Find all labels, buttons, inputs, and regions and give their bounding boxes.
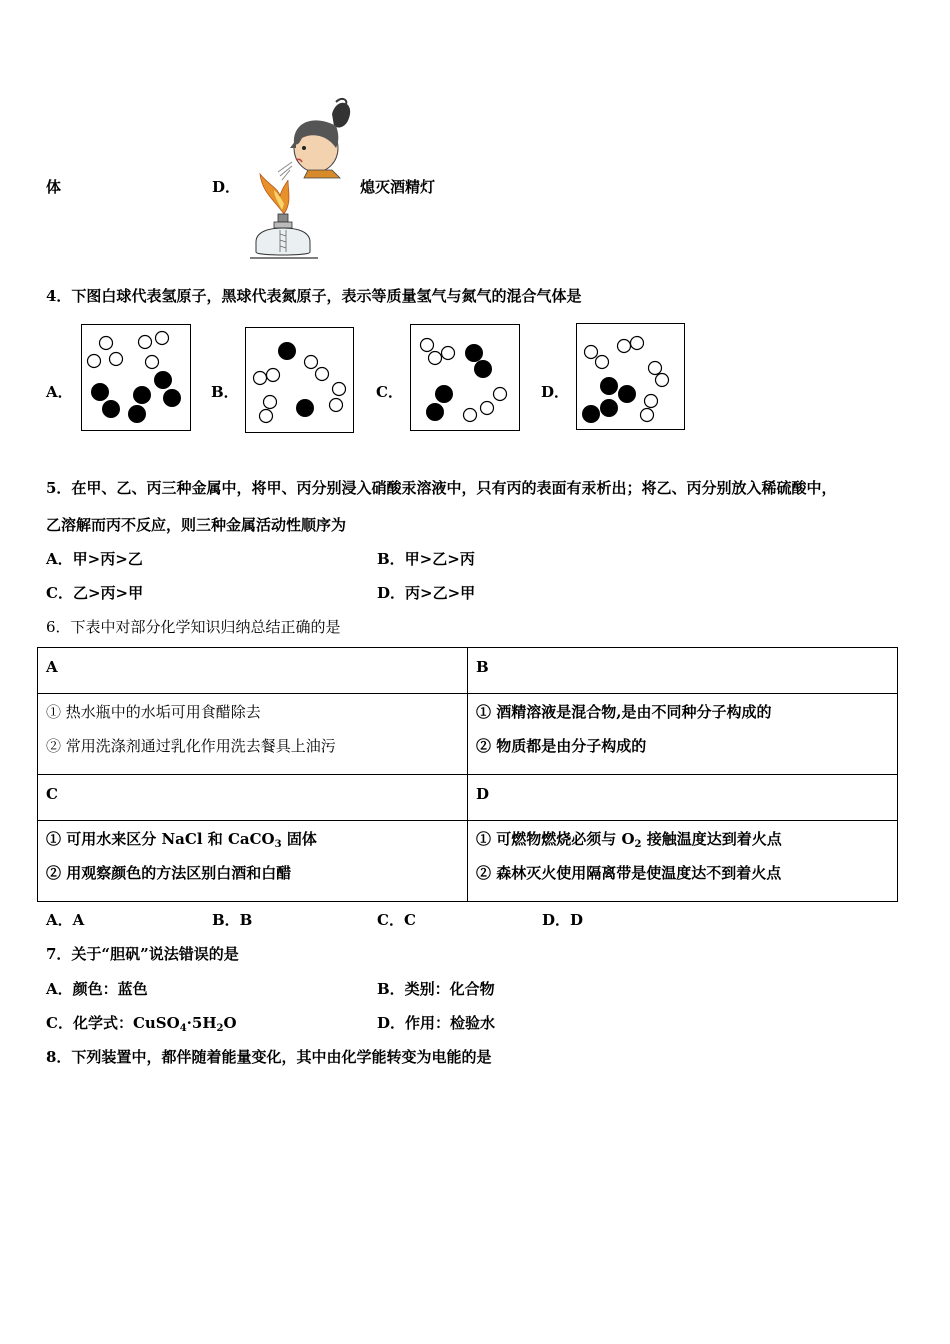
q3-option-d-label: D．: [212, 178, 241, 196]
cell-c-line2: ② 用观察颜色的方法区别白酒和白醋: [46, 864, 292, 882]
cell-d-line2: ② 森林灭火使用隔离带是使温度达不到着火点: [476, 864, 782, 882]
cell-b-header: B: [468, 648, 898, 694]
cell-c-line1-sub: 3: [274, 839, 282, 850]
cell-c-line1: [46, 829, 459, 849]
q4-option-b-label: B．: [211, 383, 239, 401]
q4-option-a-diagram: [81, 324, 191, 431]
q5-option-a: A．甲>丙>乙: [46, 550, 143, 568]
table-row: [38, 821, 898, 902]
q6-option-c: C．C: [377, 911, 416, 929]
table-row: [38, 775, 898, 821]
cell-b-body: [468, 694, 898, 775]
q4-option-d-label: D．: [541, 383, 570, 401]
cell-a-body: [38, 694, 468, 775]
q3-fragment-text: 体: [46, 178, 62, 196]
q7-stem: 7．关于“胆矾”说法错误的是: [46, 945, 239, 963]
cell-b-line1: ① 酒精溶液是混合物,是由不同种分子构成的: [476, 703, 772, 721]
q7-option-a: A．颜色：蓝色: [46, 980, 148, 998]
molecule-mix-c-image: [411, 325, 519, 430]
cell-a-line2: ② 常用洗涤剂通过乳化作用洗去餐具上油污: [46, 737, 336, 755]
q7-option-c-mid: ·5H: [186, 1014, 217, 1032]
q7-option-c-sub2: 2: [216, 1023, 224, 1034]
q7-option-d: D．作用：检验水: [377, 1014, 496, 1032]
q4-option-c-label: C．: [376, 383, 403, 401]
q7-option-c-post: O: [223, 1014, 237, 1032]
cell-b-line2: ② 物质都是由分子构成的: [476, 737, 647, 755]
q6-option-a: A．A: [46, 911, 85, 929]
q5-stem-line2: 乙溶解而丙不反应，则三种金属活动性顺序为: [46, 516, 347, 534]
q5-option-d: D．丙>乙>甲: [377, 584, 476, 602]
molecule-mix-b-image: [246, 328, 353, 432]
cell-d-header: D: [468, 775, 898, 821]
cell-c-line1-pre: ① 可用水来区分 NaCl 和 CaCO: [46, 830, 275, 848]
q4-stem: 4．下图白球代表氢原子，黑球代表氮原子，表示等质量氢气与氮气的混合气体是: [46, 287, 582, 305]
molecule-mix-a-image: [82, 325, 190, 430]
q4-option-d-diagram: [576, 323, 685, 430]
extinguish-lamp-image: [244, 96, 356, 264]
cell-c-body: [38, 821, 468, 902]
q7-option-b: B．类别：化合物: [377, 980, 495, 998]
cell-c-header: C: [38, 775, 468, 821]
q4-option-a-label: A．: [46, 383, 73, 401]
q5-option-b: B．甲>乙>丙: [377, 550, 475, 568]
cell-d-line1-pre: ① 可燃物燃烧必须与 O: [476, 830, 635, 848]
q6-option-d: D．D: [542, 911, 584, 929]
table-row: [38, 648, 898, 694]
cell-d-body: [468, 821, 898, 902]
q3-option-d-text: 熄灭酒精灯: [360, 178, 436, 196]
q6-knowledge-table: [37, 647, 898, 902]
q5-stem-line1: 5．在甲、乙、丙三种金属中，将甲、丙分别浸入硝酸汞溶液中，只有丙的表面有汞析出；将乙、丙分别放入稀硫酸中，: [46, 479, 837, 497]
cell-d-line1-post: 接触温度达到着火点: [641, 830, 782, 848]
cell-c-line1-post: 固体: [281, 830, 317, 848]
cell-a-header: A: [38, 648, 468, 694]
cell-d-line1-sub: 2: [634, 839, 642, 850]
cell-a-line1: ① 热水瓶中的水垢可用食醋除去: [46, 703, 261, 721]
q4-option-b-diagram: [245, 327, 354, 433]
q7-option-c: [46, 1013, 237, 1033]
molecule-mix-d-image: [577, 324, 684, 429]
q3-option-d-illustration: [244, 96, 356, 264]
q4-option-c-diagram: [410, 324, 520, 431]
table-row: [38, 694, 898, 775]
q7-option-c-pre: C．化学式：CuSO: [46, 1014, 180, 1032]
cell-d-line1: [476, 829, 889, 849]
q5-option-c: C．乙>丙>甲: [46, 584, 144, 602]
q8-stem: 8．下列装置中，都伴随着能量变化，其中由化学能转变为电能的是: [46, 1048, 492, 1066]
q6-stem: 6．下表中对部分化学知识归纳总结正确的是: [46, 618, 341, 636]
q6-option-b: B．B: [212, 911, 253, 929]
q7-option-c-sub1: 4: [179, 1023, 187, 1034]
